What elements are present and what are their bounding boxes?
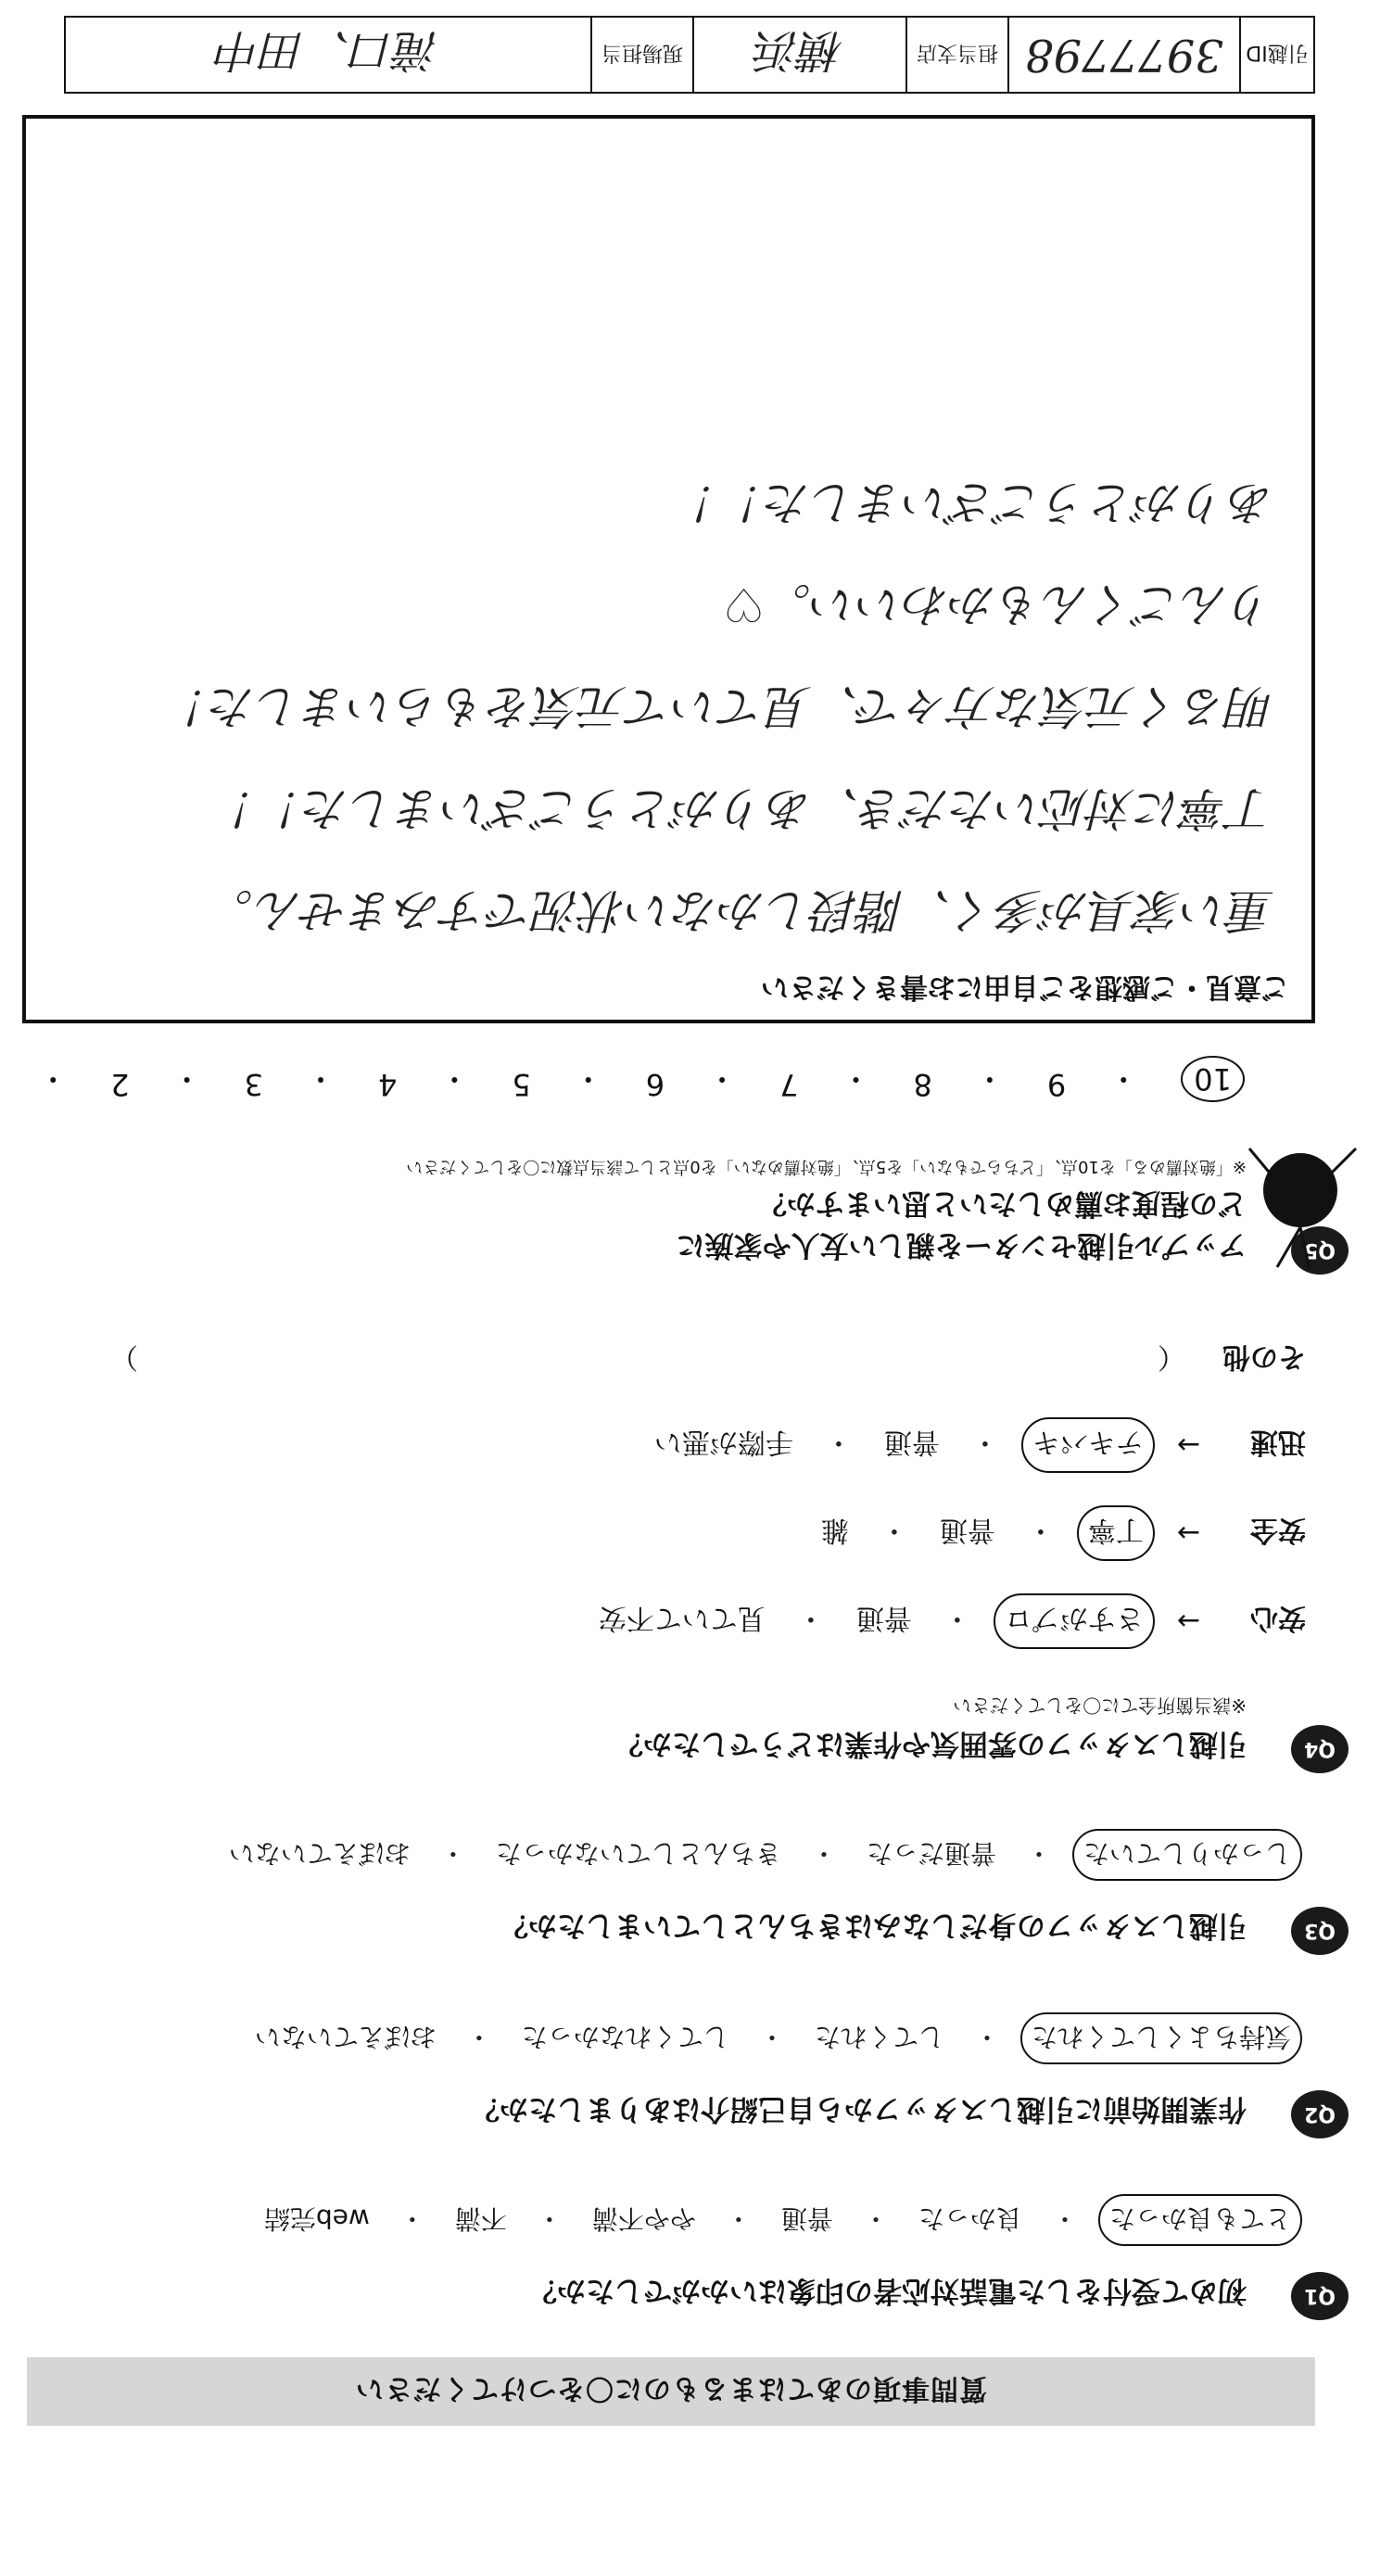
q1-option[interactable]: 良かった: [918, 2203, 1022, 2234]
q4-option[interactable]: テキパキ: [1021, 1417, 1155, 1473]
q2-option[interactable]: 気持ちよくしてくれた: [1020, 2012, 1302, 2064]
id-value: 3977798: [1007, 18, 1239, 92]
q2-options: 気持ちよくしてくれた ・ してくれた ・ してくれなかった ・ おぼえていない: [246, 2012, 1302, 2064]
id-table: [64, 16, 1315, 94]
q4-option[interactable]: 普通: [883, 1426, 940, 1458]
q4-row-anshin: 安心 → さすがプロ ・ 普通 ・ 見ていて不安: [589, 1593, 1306, 1649]
open-paren: （: [1158, 1340, 1185, 1373]
q1-badge: Q1: [1291, 2272, 1349, 2320]
q1-option[interactable]: とても良かった: [1098, 2194, 1302, 2246]
question-4: [42, 1694, 1336, 1768]
q3-options: しっかりしていた ・ 普通だった ・ きちんとしていなかった ・ おぼえていない: [220, 1829, 1302, 1881]
branch-label: 担当支店: [905, 18, 1007, 92]
q4-badge: Q4: [1291, 1725, 1349, 1773]
q4-row-label: その他: [1222, 1340, 1306, 1373]
q4-option[interactable]: 普通: [939, 1514, 995, 1546]
q5-badge: Q5: [1291, 1226, 1349, 1275]
score-option[interactable]: 2: [110, 1067, 130, 1102]
score-option[interactable]: 7: [779, 1067, 799, 1102]
q2-option[interactable]: してくれなかった: [521, 2022, 729, 2052]
comment-line: 重い家具が多く、階段しかない状況ですみません。: [207, 883, 1274, 937]
q4-option[interactable]: 普通: [855, 1602, 912, 1634]
q3-option[interactable]: きちんとしていなかった: [495, 1838, 781, 1869]
q1-option[interactable]: web完結: [263, 2203, 370, 2234]
score-option[interactable]: 5: [512, 1067, 531, 1102]
comment-line: 明るく元気な方々で、見ていて元気をもらいました！: [163, 679, 1274, 733]
branch-value: 横浜: [692, 18, 905, 92]
q4-option[interactable]: 手際が悪い: [653, 1426, 793, 1458]
q5-text-line1: アップル引越センターを親しい友人や家族に: [676, 1228, 1247, 1262]
score-option[interactable]: 10: [1181, 1056, 1245, 1102]
id-label: 引越ID: [1239, 18, 1313, 92]
q4-text: 引越しスタッフの雰囲気や作業はどうでしたか？: [614, 1727, 1247, 1760]
arrow-icon: →: [1176, 1428, 1200, 1462]
q3-option[interactable]: おぼえていない: [228, 1838, 411, 1869]
comment-line: りんごくんもかわいい。♡: [723, 577, 1274, 631]
score-option[interactable]: 3: [244, 1067, 264, 1102]
q5-scale: 10 ・ 9 ・ 8 ・ 7 ・ 6 ・ 5 ・ 4 ・ 3 ・ 2 ・: [0, 1056, 1245, 1102]
q4-option[interactable]: 丁寧: [1077, 1505, 1155, 1561]
q4-row-anzen: 安全 → 丁寧 ・ 普通 ・ 雑: [812, 1505, 1306, 1561]
q4-row-label: 安全: [1250, 1514, 1306, 1546]
q1-text: 初めて受付をした電話対応者の印象はいかがでしたか？: [528, 2274, 1247, 2307]
q3-option[interactable]: 普通だった: [866, 1838, 996, 1869]
q4-row-jinsoku: 迅速 → テキパキ ・ 普通 ・ 手際が悪い: [645, 1417, 1306, 1473]
score-option[interactable]: 6: [645, 1067, 665, 1102]
comment-line: 丁寧に対応いただき、ありがとうございました！！: [210, 781, 1274, 835]
q4-option[interactable]: 見ていて不安: [598, 1602, 766, 1634]
score-option[interactable]: 8: [913, 1067, 932, 1102]
staff-label: 現場担当: [590, 18, 692, 92]
question-3: [42, 1838, 1336, 1949]
q4-note: ※該当箇所全てに〇をしてください: [953, 1694, 1247, 1717]
question-5: [42, 1156, 1336, 1269]
q2-badge: Q2: [1291, 2090, 1349, 2138]
q1-options: とても良かった ・ 良かった ・ 普通 ・ やや不満 ・ 不満 ・ web完結: [255, 2194, 1302, 2246]
q4-row-label: 迅速: [1250, 1426, 1306, 1458]
apple-mascot-icon: [1245, 1139, 1365, 1278]
question-1: [42, 2203, 1336, 2315]
q5-note: ※「絶対薦める」を10点、「どちらでもない」を5点、「絶対薦めない」を0点として該当点数に〇をしてください: [406, 1157, 1247, 1176]
staff-value: 滝口、田中: [217, 24, 440, 77]
score-option[interactable]: 4: [378, 1067, 398, 1102]
comment-line: ありがとうございました！！: [672, 476, 1274, 529]
q4-row-other: [110, 1339, 1306, 1380]
q4-option[interactable]: 雑: [820, 1514, 849, 1546]
comments-title: ご意見・ご感想をご自由にお書きください: [761, 971, 1289, 1003]
arrow-icon: →: [1176, 1516, 1200, 1550]
q3-option[interactable]: しっかりしていた: [1072, 1829, 1302, 1881]
instructions-band: 質問事項のあてはまるものに〇をつけてください: [27, 2357, 1315, 2426]
q1-option[interactable]: 普通: [780, 2203, 833, 2234]
q1-option[interactable]: 不満: [454, 2203, 507, 2234]
q2-option[interactable]: おぼえていない: [254, 2022, 437, 2052]
q3-text: 引越しスタッフの身だしなみはきちんとしていましたか？: [500, 1909, 1247, 1942]
close-paren: ）: [110, 1340, 138, 1373]
q5-text-line2: どの程度お薦めしたいと思いますか？: [758, 1186, 1247, 1220]
q3-badge: Q3: [1291, 1907, 1349, 1955]
arrow-icon: →: [1176, 1605, 1200, 1638]
q2-text: 作業開始前に引越しスタッフから自己紹介はありましたか？: [471, 2092, 1247, 2126]
q2-option[interactable]: してくれた: [814, 2022, 944, 2052]
question-2: [42, 2022, 1336, 2133]
q1-option[interactable]: やや不満: [591, 2203, 696, 2234]
score-option[interactable]: 9: [1046, 1067, 1067, 1102]
comments-box[interactable]: [22, 115, 1315, 1023]
q4-option[interactable]: さすがプロ: [994, 1593, 1155, 1649]
q4-row-label: 安心: [1250, 1602, 1306, 1634]
